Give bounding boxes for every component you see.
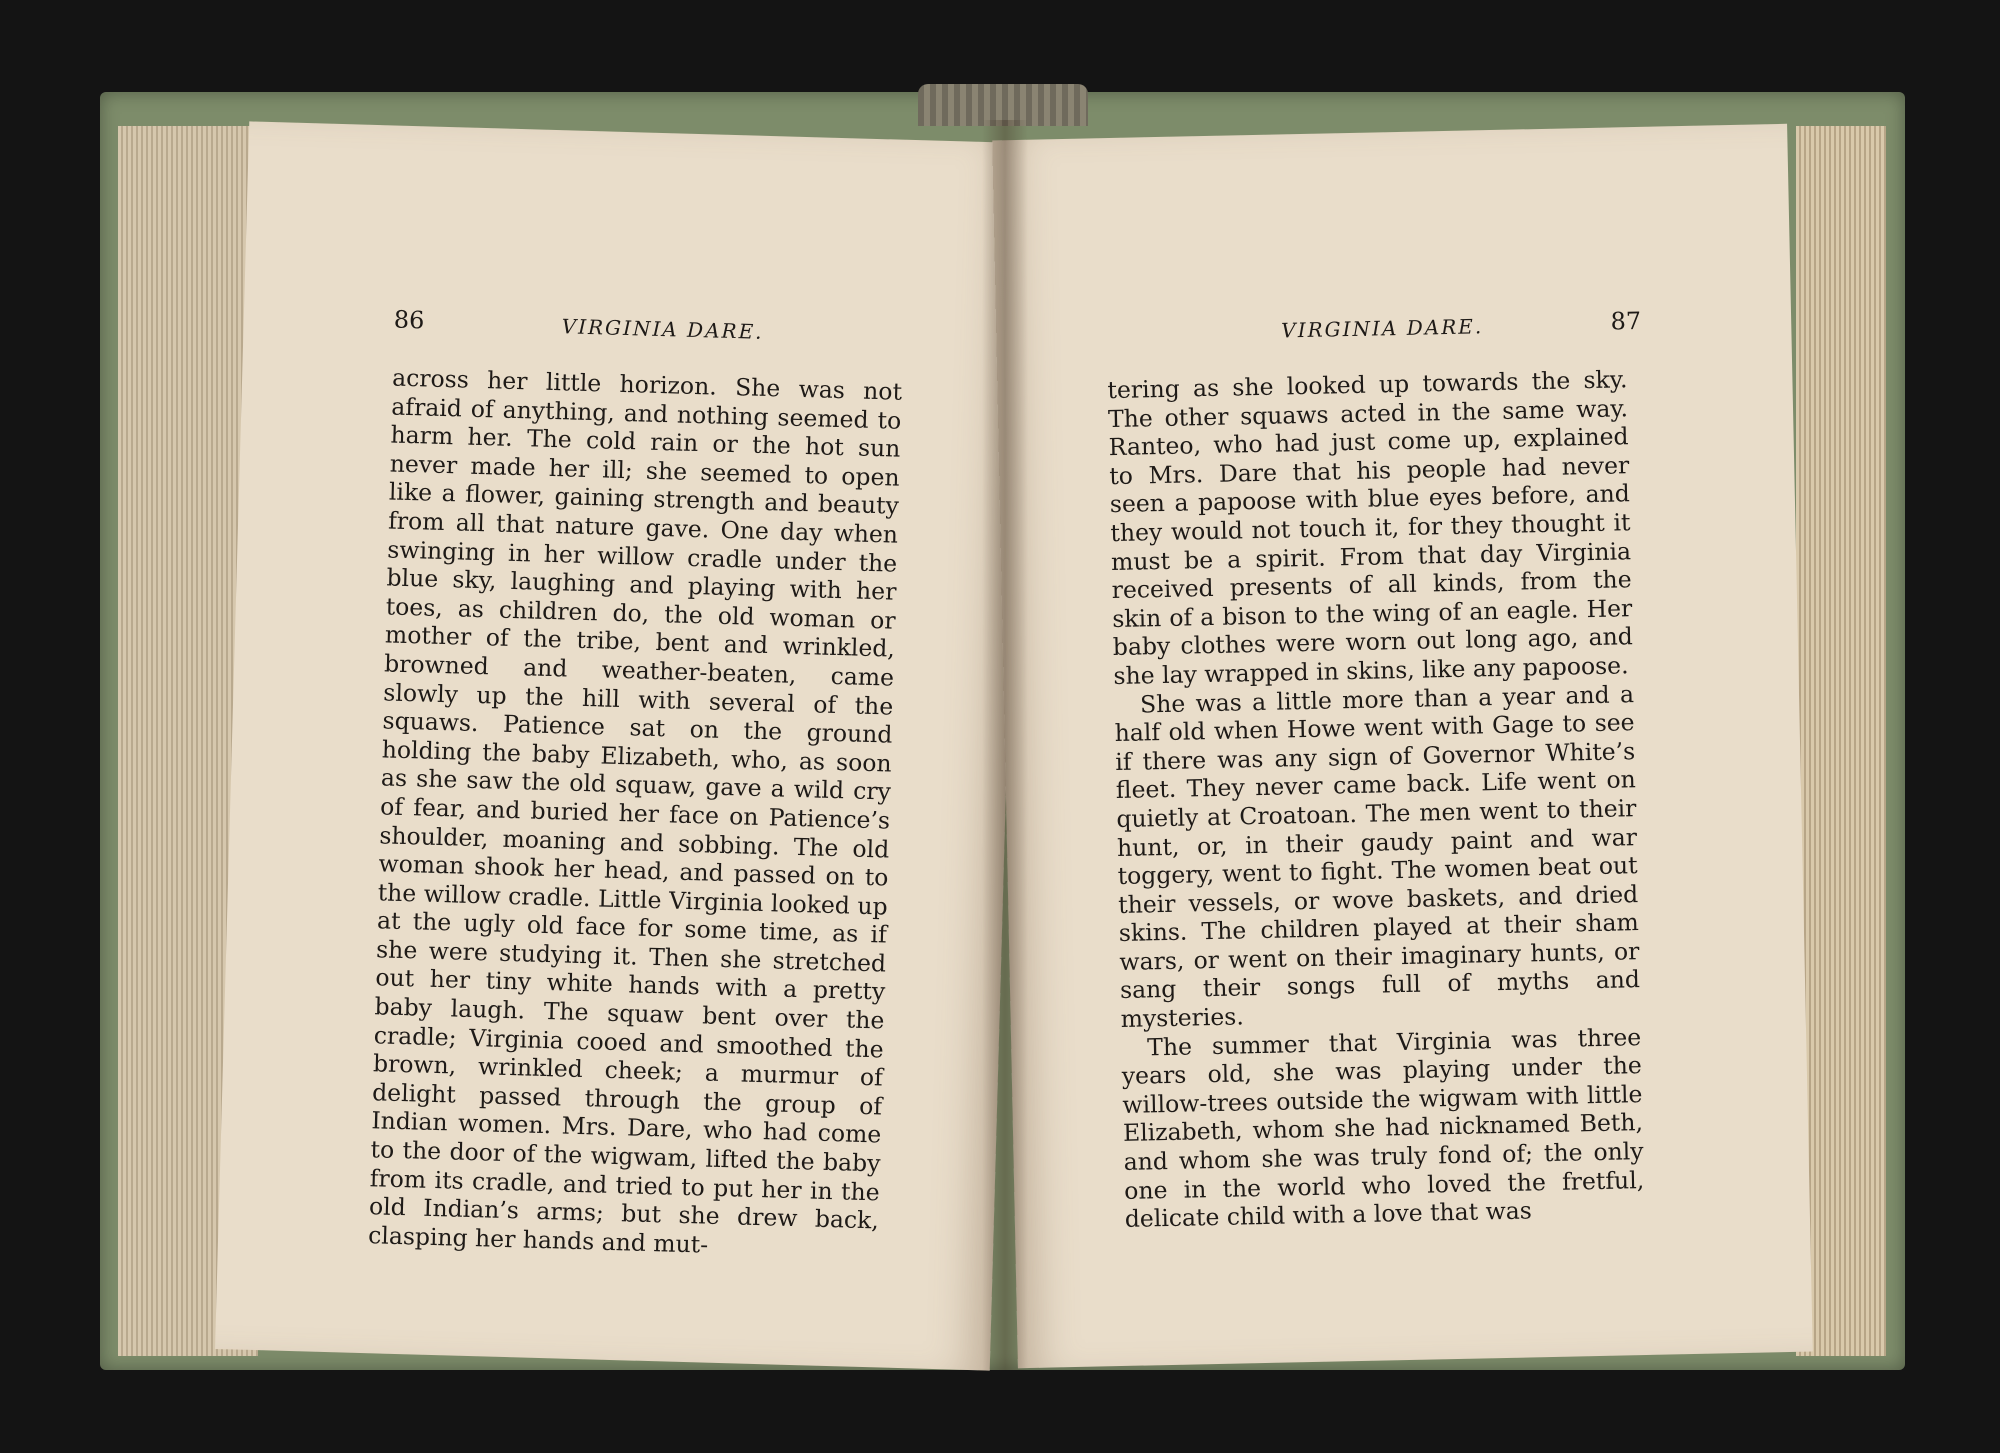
right-running-head: [996, 304, 1792, 361]
book-gutter-shadow: [982, 120, 1028, 1370]
left-page: [215, 121, 1024, 1370]
left-running-head: [243, 301, 1019, 363]
left-paragraph: across her little horizon. She was not afraid of anything, and nothing seemed to harm her. The cold rain or the hot sun never made her ill; she seemed to open like a flower, gaining strength and beauty from all that nature gave. One day when swinging in her willow cradle under the blue sky, laughing and playing with her toes, as children do, the old woman or mother of the tribe, bent and wrinkled, browned and weather-beaten, came slowly up the hill with several of the squaws. Patience sat on the ground holding the baby Elizabeth, who, as soon as she saw the old squaw, gave a wild cry of fear, and buried her face on Patience’s shoulder, moaning and sobbing. The old woman shook her head, and passed on to the willow cradle. Little Virginia looked up at the ugly old face for some time, as if she were studying it. Then she stretched out her tiny white hands with a pretty baby laugh. The squaw bent over the cradle; Virginia cooed and smoothed the brown, wrinkled cheek; a murmur of delight passed through the group of Indian women. Mrs. Dare, who had come to the door of the wigwam, lifted the baby from its cradle, and tried to put her in the old Indian’s arms; but she drew back, clasping her hands and mut-: [367, 363, 903, 1259]
right-page-number: 87: [1610, 306, 1642, 336]
right-paragraph: tering as she looked up towards the sky. The other squaws acted in the same way. Ranteo, who had just come up, explained to Mrs. Dare that his people had never seen a papoose with blue eyes before, and they would not touch it, for they thought it must be a spirit. From that day Virginia received presents of all kinds, from the skin of a bison to the wing of an eagle. Her baby clothes were worn out long ago, and she lay wrapped in skins, like any papoose.: [1107, 365, 1634, 690]
left-running-title: VIRGINIA DARE.: [561, 314, 764, 344]
left-page-text: [368, 364, 903, 1264]
right-page: [992, 124, 1813, 1368]
right-paragraph: The summer that Virginia was three years old, she was playing under the willow-trees outside the wigwam with little Elizabeth, whom she had nicknamed Beth, and whom she was truly fond of; the only one in the world who loved the fretful, delicate child with a love that was: [1121, 1022, 1645, 1234]
right-page-edges: [1796, 126, 1886, 1356]
right-paragraph: She was a little more than a year and a half old when Howe went with Gage to see if there was any sign of Governor White’s fleet. They never came back. Life went on quietly at Croatoan. The men went to their hunt, or, in their gaudy paint and war toggery, went to fight. The women beat out their vessels, or wove baskets, and dried skins. The children played at their sham wars, or went on their imaginary hunts, or sang their songs full of myths and mysteries.: [1114, 679, 1641, 1034]
right-page-text: [1107, 365, 1645, 1234]
left-page-number: 86: [393, 305, 425, 335]
right-running-title: VIRGINIA DARE.: [1281, 314, 1484, 343]
